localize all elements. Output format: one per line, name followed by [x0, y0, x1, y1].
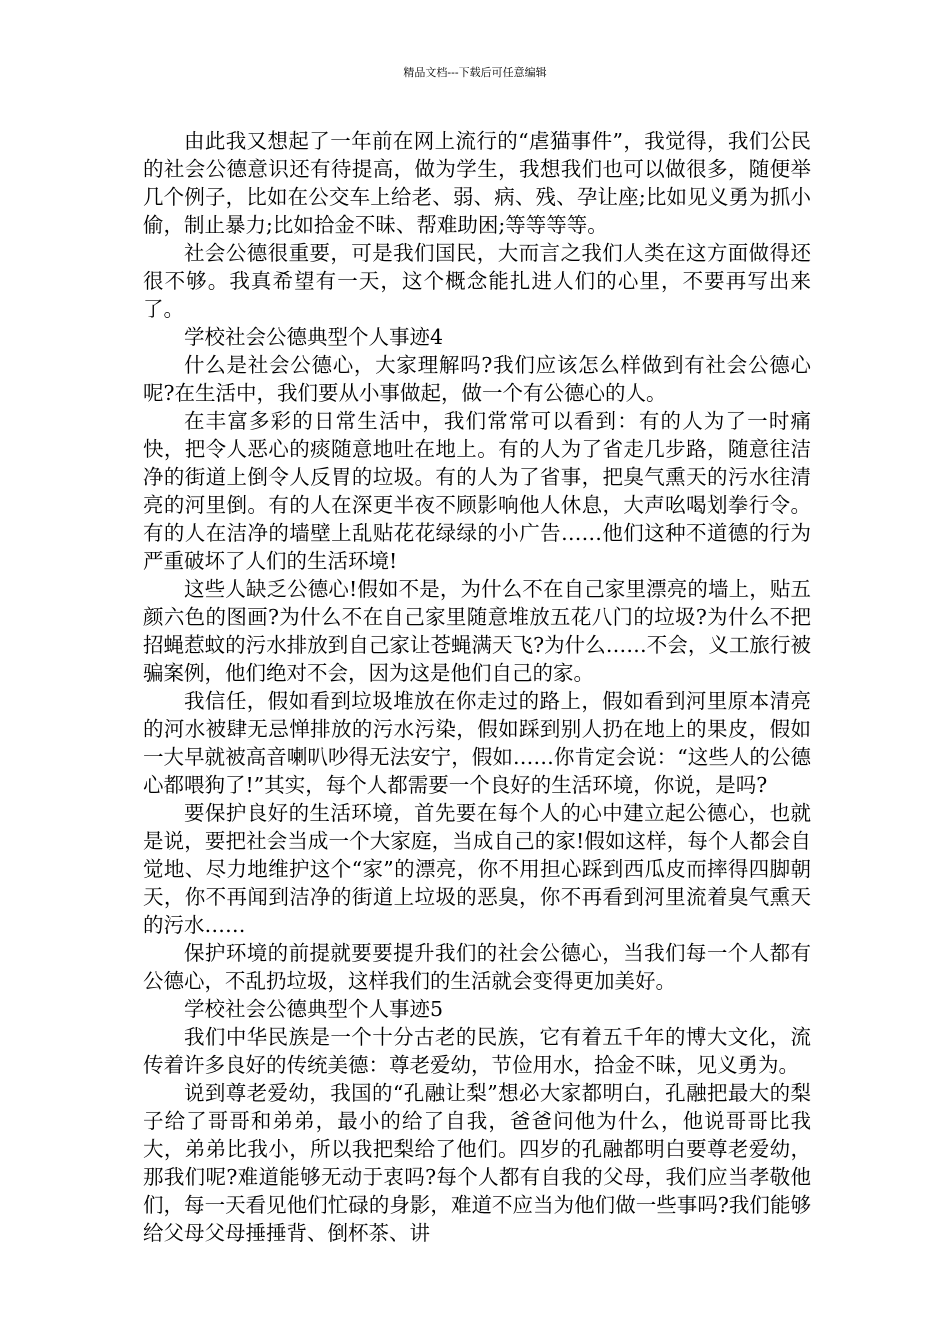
paragraph: 要保护良好的生活环境，首先要在每个人的心中建立起公德心，也就是说，要把社会当成一个大家庭，当成自己的家!假如这样，每个人都会自觉地、尽力地维护这个“家”的漂亮，你不用担心踩到西瓜皮而摔得四脚朝天，你不再闻到洁净的街道上垃圾的恶臭，你不再看到河里流着臭气熏天的污水…… [143, 801, 811, 937]
paragraph: 我们中华民族是一个十分古老的民族，它有着五千年的博大文化，流传着许多良好的传统美德：尊老爱幼，节俭用水，拾金不昧，见义勇为。 [143, 1025, 811, 1077]
section-heading: 学校社会公德典型个人事迹5 [184, 997, 444, 1021]
paragraph: 由此我又想起了一年前在网上流行的“虐猫事件”，我觉得，我们公民的社会公德意识还有待提高，做为学生，我想我们也可以做很多，随便举几个例子，比如在公交车上给老、弱、病、残、孕让座;比如见义勇为抓小偷，制止暴力;比如拾金不昧、帮难助困;等等等等。 [143, 129, 811, 237]
paragraph: 说到尊老爱幼，我国的“孔融让梨”想必大家都明白，孔融把最大的梨子给了哥哥和弟弟，最小的给了自我，爸爸问他为什么，他说哥哥比我大，弟弟比我小，所以我把梨给了他们。四岁的孔融都明白要尊老爱幼，那我们呢?难道能够无动于衷吗?每个人都有自我的父母，我们应当孝敬他们，每一天看见他们忙碌的身影，难道不应当为他们做一些事吗?我们能够给父母父母捶捶背、倒杯茶、讲 [143, 1081, 811, 1245]
page-header: 精品文档---下载后可任意编辑 [403, 66, 547, 79]
paragraph: 我信任，假如看到垃圾堆放在你走过的路上，假如看到河里原本清亮的河水被肆无忌惮排放的污水污染，假如踩到别人扔在地上的果皮，假如一大早就被高音喇叭吵得无法安宁，假如……你肯定会说：“这些人的公德心都喂狗了!”其实，每个人都需要一个良好的生活环境，你说，是吗? [143, 689, 811, 797]
paragraph: 保护环境的前提就要要提升我们的社会公德心，当我们每一个人都有公德心，不乱扔垃圾，这样我们的生活就会变得更加美好。 [143, 941, 811, 993]
document-body [143, 127, 811, 1247]
section-heading: 学校社会公德典型个人事迹4 [184, 325, 444, 349]
paragraph: 在丰富多彩的日常生活中，我们常常可以看到：有的人为了一时痛快，把令人恶心的痰随意地吐在地上。有的人为了省走几步路，随意往洁净的街道上倒令人反胃的垃圾。有的人为了省事，把臭气熏天的污水往清亮的河里倒。有的人在深更半夜不顾影响他人休息，大声吆喝划拳行令。有的人在洁净的墙壁上乱贴花花绿绿的小广告……他们这种不道德的行为严重破坏了人们的生活环境! [143, 409, 811, 573]
paragraph: 这些人缺乏公德心!假如不是，为什么不在自己家里漂亮的墙上，贴五颜六色的图画?为什么不在自己家里随意堆放五花八门的垃圾?为什么不把招蝇惹蚊的污水排放到自己家让苍蝇满天飞?为什么……不会，义工旅行被骗案例，他们绝对不会，因为这是他们自己的家。 [143, 577, 811, 685]
paragraph: 什么是社会公德心，大家理解吗?我们应该怎么样做到有社会公德心呢?在生活中，我们要从小事做起，做一个有公德心的人。 [143, 353, 811, 405]
paragraph: 社会公德很重要，可是我们国民，大而言之我们人类在这方面做得还很不够。我真希望有一天，这个概念能扎进人们的心里，不要再写出来了。 [143, 241, 811, 321]
